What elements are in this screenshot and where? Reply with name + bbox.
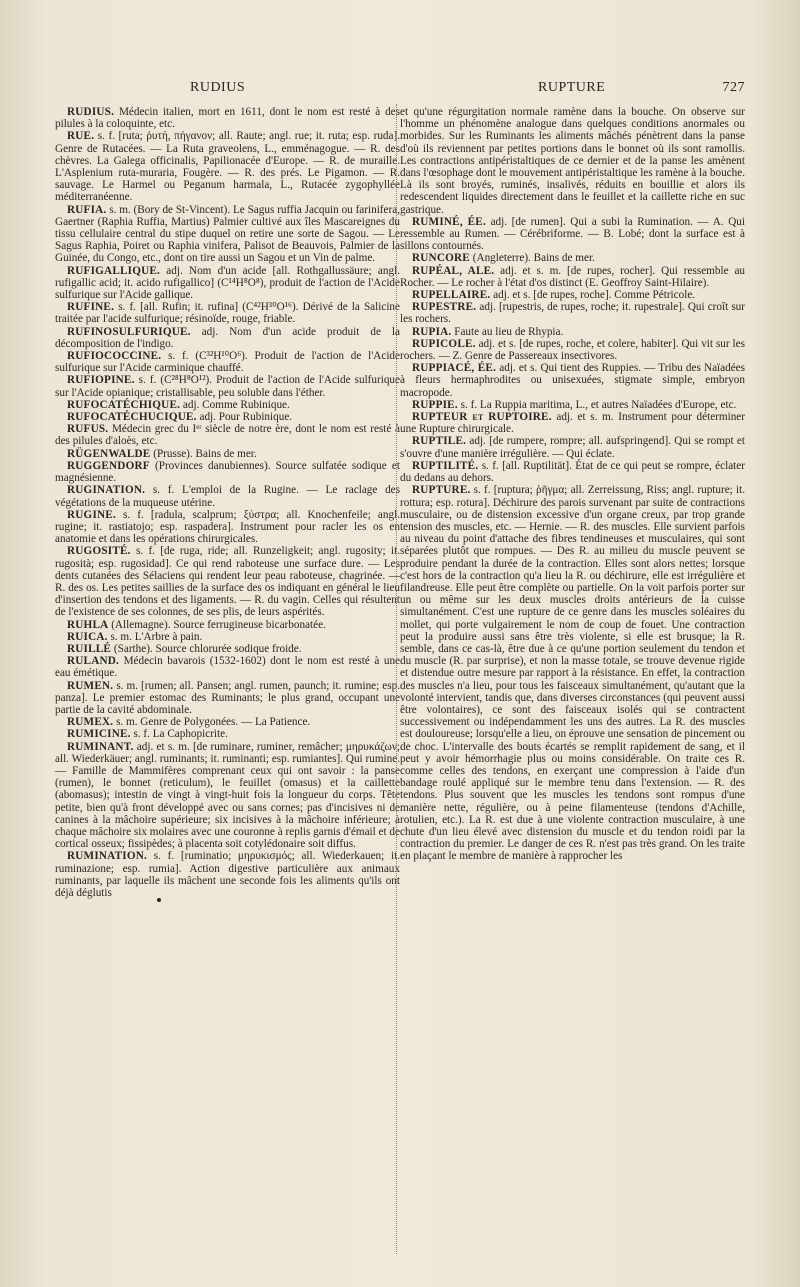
dictionary-entry — [400, 252, 745, 264]
entry-definition: adj. [de rumen]. Qui a subi la Rumination. — A. Qui ressemble au Rumen. — Cérébriforme. — B. Lobé; dont la surface est à sillons contournés. — [400, 215, 745, 253]
dictionary-entry — [55, 106, 400, 130]
entry-headword: RUPPIACÉ, ÉE. — [412, 362, 497, 375]
entry-definition: s. f. [ruminatio; μηρυκισμός; all. Wiederkauen; it. ruminazione; esp. rumia]. Action digestive particulière aux animaux ruminants, par laquelle ils mâchent une seconde fois les aliments qu'ils ont déjà déglutis — [55, 850, 400, 899]
dictionary-entry — [55, 350, 400, 374]
entry-headword: RUICA. — [67, 630, 108, 643]
dictionary-entry — [55, 411, 400, 423]
entry-headword: RUE. — [67, 130, 95, 143]
entry-definition: Médecin italien, mort en 1611, dont le nom est resté à des pilules à la coloquinte, etc. — [55, 106, 400, 131]
entry-definition: adj. Nom d'un acide [all. Rothgallussäure; angl. rufigallic acid; it. acido rufigallico] (C¹⁴H⁸O⁸), produit de l'action de l'Acide sulfurique sur l'Acide gallique. — [55, 264, 400, 302]
entry-headword: RUFIOPINE. — [67, 374, 135, 387]
entry-headword: RUGINE. — [67, 508, 116, 521]
dictionary-entry — [400, 435, 745, 459]
running-header — [50, 80, 745, 102]
entry-headword: RUMEX. — [67, 716, 114, 729]
entry-definition: (Allemagne). Source ferrugineuse bicarbonatée. — [108, 618, 326, 631]
dictionary-entry — [55, 728, 400, 740]
entry-headword: RUFIA. — [67, 203, 107, 216]
dictionary-entry — [400, 484, 745, 862]
dictionary-entry — [55, 484, 400, 508]
dictionary-entry — [55, 448, 400, 460]
entry-definition: adj. et s. m. [de ruminare, ruminer, remâcher; μηρυκάζων; all. Wiederkäuer; angl. ruminants; it. ruminanti; esp. rumiantes]. Qui rumine. — Famille de Mammifères comprenant ceux qui ont savoir : la panse (rumen), le bonnet (reticulum), le feuillet (omasus) et la caillette (abomasus); intestin de vingt à vingt-huit fois la longueur du corps. Tête petite, bien qu'à front développé avec ou sans cornes; pas d'incisives ni de canines à la mâchoire supérieure; six incisives à la mâchoire inférieure; à chaque mâchoire six molaires avec une couronne à replis garnis d'émail et de cortical osseux; fissipèdes; à placenta soit cotylédonaire soit diffus. — [55, 740, 400, 851]
dictionary-entry — [55, 204, 400, 265]
entry-definition: s. f. La Caphopicrite. — [130, 728, 228, 741]
dictionary-entry — [55, 631, 400, 643]
entry-definition: s. f. [all. Ruptilität]. État de ce qui peut se rompre, éclater du dedans au dehors. — [400, 459, 745, 485]
dictionary-entry — [400, 338, 745, 362]
dictionary-entry — [55, 655, 400, 679]
entry-definition: s. f. [all. Rufin; it. rufina] (C⁴²H³⁰O¹⁶). Dérivé de la Salicine traitée par l'acide sulfurique; résinoïde, rouge, friable. — [55, 301, 400, 326]
entry-definition: (Prusse). Bains de mer. — [150, 447, 257, 460]
dictionary-entry — [55, 741, 400, 851]
dictionary-entry — [400, 289, 745, 301]
dictionary-entry — [400, 362, 745, 399]
entry-definition: Médecin grec du Iᵉʳ siècle de notre ère, dont le nom est resté à des pilules d'aloès, etc. — [55, 423, 400, 448]
entry-definition: s. f. [ruta; ῥυτή, πήγανον; all. Raute; angl. rue; it. ruta; esp. ruda]. Genre de Rutacées. — La Ruta graveolens, L., emménagogue. — R. des chèvres. La Galega officinalis, Papilionacée d'Europe. — R. de muraille. L'Asplenium ruta-muraria, Fougère. — R. des prés. Le Pigamon. — R. sauvage. Le Harmel ou Peganum harmala, L., Rutacée zygophyllée méditerranéenne. — [55, 130, 400, 204]
entry-definition: adj. Pour Rubinique. — [196, 411, 293, 424]
entry-definition: s. f. (C³²H¹⁰O⁶). Produit de l'action de l'Acide sulfurique sur l'Acide carminique chauffé. — [55, 350, 400, 375]
entry-headword: RUHLA — [67, 618, 109, 631]
entry-definition: s. m. L'Arbre à pain. — [107, 630, 203, 643]
entry-headword: RUFIOCOCCINE. — [67, 350, 162, 363]
entry-headword: RUPPIE. — [412, 398, 458, 411]
column-divider — [396, 104, 398, 1254]
entry-headword: RUPIA. — [412, 325, 452, 338]
entry-definition: s. f. [de ruga, ride; all. Runzeligkeit; angl. rugosity; it. rugosità; esp. rugosidad]. Ce qui rend raboteuse une surface dure. — Les dents cutanées des Sélaciens qui rendent leur peau raboteuse, chagrinée. — R. des os. Les petites saillies de la surface des os indiquant en général le lieu d'insertion des tendons et des ligaments. — R. du vagin. Celles qui résultent de l'existence de ses colonnes, de ses plis, de leurs aspérités. — [55, 545, 400, 619]
dictionary-entry — [55, 509, 400, 546]
entry-headword: RUFOCATÉCHUCIQUE. — [67, 411, 197, 424]
header-left-word: RUDIUS — [190, 80, 246, 95]
entry-definition: adj. et s. Qui tient des Ruppies. — Tribu des Naïadées à fleurs hermaphrodites ou unisexuées, stigmate simple, embryon macropode. — [400, 362, 746, 399]
entry-headword: RUFUS. — [67, 423, 109, 436]
entry-headword: RUPTURE. — [412, 484, 471, 497]
entry-headword: RUMICINE. — [67, 728, 131, 741]
entry-headword: RUFINE. — [67, 301, 115, 314]
entry-headword: RUNCORE — [412, 252, 470, 265]
entry-headword: RUPTEUR et RUPTOIRE. — [412, 411, 552, 424]
entry-definition: Médecin bavarois (1532-1602) dont le nom est resté à une eau émétique. — [55, 655, 400, 680]
dictionary-entry — [55, 643, 400, 655]
dictionary-entry — [400, 265, 745, 289]
dictionary-entry — [55, 301, 400, 325]
entry-headword: RUPESTRE. — [412, 301, 477, 314]
dictionary-entry — [55, 460, 400, 484]
dictionary-entry — [400, 326, 745, 338]
dictionary-entry — [55, 399, 400, 411]
entry-headword: RUILLÉ — [67, 642, 112, 655]
dictionary-entry — [400, 399, 745, 411]
dictionary-entry — [400, 411, 745, 435]
entry-headword: RUPELLAIRE. — [412, 289, 491, 302]
dictionary-entry — [400, 106, 745, 216]
header-right-word: RUPTURE — [538, 80, 606, 95]
entry-definition: s. m. [rumen; all. Pansen; angl. rumen, paunch; it. rumine; esp. panza]. Le premier estomac des Ruminants; le plus grand, occupant une partie de la cavité abdominale. — [55, 679, 400, 716]
ink-dot — [157, 898, 161, 902]
entry-headword: RUPICOLE. — [412, 337, 476, 350]
entry-definition: s. m. (Bory de St-Vincent). Le Sagus ruffia Jacquin ou farinifera, Gaertner (Raphia Ruffia, Martius) Palmier cultivé aux îles Mascareignes du tissu cellulaire central du stipe duquel on retire une sorte de Sagou. — Le Sagus Raphia, Poiret ou Raphia vinifera, Palisot de Beauvois, Palmier de la Guinée, du Congo, etc., dont on tire aussi un Sagou et un Vin de palme. — [55, 203, 400, 265]
dictionary-entry — [55, 680, 400, 717]
dictionary-entry — [55, 545, 400, 618]
dictionary-entry — [400, 216, 745, 253]
dictionary-entry — [400, 301, 745, 325]
entry-definition: s. f. (C²⁸H⁸O¹²). Produit de l'action de l'Acide sulfurique sur l'Acide opianique; cristallisable, peu soluble dans l'éther. — [55, 374, 400, 399]
entry-definition: (Angleterre). Bains de mer. — [469, 252, 595, 265]
dictionary-entry — [400, 460, 745, 484]
dictionary-entry — [55, 265, 400, 302]
entry-definition: Faute au lieu de Rhypia. — [451, 325, 564, 338]
entry-headword: RUPTILE. — [412, 435, 467, 448]
dictionary-entry — [55, 326, 400, 350]
entry-definition: adj. [rupestris, de rupes, roche; it. rupestrale]. Qui croît sur les rochers. — [400, 301, 745, 326]
entry-headword: RUMINÉ, ÉE. — [412, 215, 486, 228]
entry-definition: adj. et s. [de rupes, roche, et colere, habiter]. Qui vit sur les rochers. — Z. Genre de Passereaux insectivores. — [400, 337, 745, 363]
entry-headword: RUFOCATÉCHIQUE. — [67, 398, 181, 411]
entry-headword: RUPTILITÉ. — [412, 459, 479, 472]
entry-definition: s. f. La Ruppia maritima, L., et autres Naïadées d'Europe, etc. — [457, 398, 737, 411]
entry-definition: s. f. L'emploi de la Rugine. — Le raclage des végétations de la muqueuse utérine. — [55, 484, 400, 509]
entry-definition: s. m. Genre de Polygonées. — La Patience. — [113, 716, 311, 729]
entry-headword: RUMINANT. — [67, 740, 134, 753]
entry-headword: RUMINATION. — [67, 850, 147, 863]
entry-headword: RUFINOSULFURIQUE. — [67, 325, 191, 338]
entry-definition: (Sarthe). Source chlorurée sodique froide. — [111, 642, 302, 655]
entry-headword: RUDIUS. — [67, 106, 115, 118]
entry-definition: adj. et s. m. [de rupes, rocher]. Qui ressemble au Rocher. — Le rocher à l'état d'os distinct (E. Geoffroy Saint-Hilaire). — [400, 264, 745, 289]
dictionary-entry — [55, 619, 400, 631]
dictionary-entry — [55, 850, 400, 899]
entry-headword: RÜGENWALDE — [67, 447, 151, 460]
entry-headword: RUMEN. — [67, 679, 114, 692]
entry-definition: adj. [de rumpere, rompre; all. aufspringend]. Qui se rompt et s'ouvre d'une manière irrégulière. — Qui éclate. — [400, 435, 745, 460]
entry-definition: adj. Comme Rubinique. — [180, 398, 290, 411]
dictionary-entry — [55, 716, 400, 728]
entry-definition: s. f. [radula, scalprum; ξύστρα; all. Knochenfeile; angl. rugine; it. rastiatojo; esp. raspadera]. Instrument pour racler les os en anatomie et dans les opérations chirurgicales. — [55, 508, 400, 546]
entry-definition: adj. Nom d'un acide produit de la décomposition de l'indigo. — [55, 325, 400, 350]
entry-definition: adj. et s. m. Instrument pour déterminer une Rupture chirurgicale. — [400, 411, 745, 436]
entry-headword: RUPÉAL, ALE. — [412, 264, 495, 277]
dictionary-entry — [55, 130, 400, 203]
entry-definition: s. f. [ruptura; ῥῆγμα; all. Zerreissung, Riss; angl. rupture; it. rottura; esp. rotura]. Déchirure des parois survenant par suite de contractions musculaire, ou de distension excessive d'un organe creux, par trop grande tension des muscles, etc. — Hernie. — R. des muscles. Elle survient parfois au niveau du point d'attache des fibres tendineuses et musculaires, qui sont séparées plutôt que rompues. — Des R. au milieu du muscle peuvent se produire pendant la durée de la contraction. Elles sont alors nettes; lorsque c'est hors de la contraction qu'a lieu la R. ou déchirure, elle est irrégulière et filandreuse. Elle peut être complète ou partielle. On la voit parfois porter sur un ou même sur les deux muscles droits antérieurs de la cuisse simultanément. C'est une rupture de ce genre dans les muscles soléaires du mollet, qui porte vulgairement le nom de coup de fouet. Une contraction peut la produire aussi sans être très violente, si elle est brusque; la R. semble, dans ce cas-là, être due à ce qu'une portion seulement du tendon et du muscle (R. par surprise), et non la masse totale, se trouve devenue rigide et distendue outre mesure par rapport à la résistance. En effet, la contraction des muscles n'a lieu, pour tous les faisceaux simultanément, qu'autant que la volonté intervient, tandis que, dans diverses circonstances (qui peuvent aussi être volontaires), ce sont des faisceaux isolés qui se contractent successivement ou indépendamment les uns des autres. La R. des muscles est douloureuse; lorsqu'elle a lieu, on éprouve une sensation de pincement ou de choc. L'intervalle des bouts écartés se remplit rapidement de sang, et il peut y avoir hémorrhagie plus ou moins considérable. On traite ces R. comme celles des tendons, en exerçant une compression à l'aide d'un bandage roulé appliqué sur le membre tenu dans l'extension. — R. des tendons. Plus souvent que les muscles les tendons sont rompus d'une manière nette, régulière, ou à peine filamenteuse (tendons d'Achille, rotulien, etc.). La R. est due à une violente contraction musculaire, à une chute d'un lieu élevé avec distension du muscle et du tendon roidi par la contraction du premier. Le danger de ces R. n'est pas très grand. On les traite en plaçant le membre de manière à rapprocher les — [400, 484, 746, 863]
entry-definition: et qu'une régurgitation normale ramène dans la bouche. On observe sur l'homme un phénomène analogue dans quelques conditions anormales ou morbides. Sur les Ruminants les aliments mâchés pénètrent dans la panse d'où ils reviennent par petites portions dans le bonnet où ils sont ramollis. Les contractions antipéristaltiques de ce dernier et de la panse les amènent dans l'œsophage dont le mouvement antipéristaltique les ramène à la bouche. Là ils sont broyés, ruminés, insalivés, réduits en bouillie et alors ils redescendent liquides directement dans le feuillet et la caillette riche en suc gastrique. — [400, 106, 745, 216]
entry-headword: RUGGENDORF — [67, 459, 150, 472]
page-number: 727 — [722, 80, 745, 95]
left-column — [55, 106, 400, 899]
right-column — [400, 106, 745, 863]
entry-headword: RUFIGALLIQUE. — [67, 264, 161, 277]
entry-definition: (Provinces danubiennes). Source sulfatée sodique et magnésienne. — [55, 459, 400, 485]
entry-headword: RUGOSITÉ. — [67, 545, 131, 558]
entry-headword: RULAND. — [67, 655, 120, 668]
entry-definition: adj. et s. [de rupes, roche]. Comme Pétricole. — [490, 289, 696, 302]
dictionary-entry — [55, 374, 400, 398]
entry-headword: RUGINATION. — [67, 484, 146, 497]
dictionary-entry — [55, 423, 400, 447]
